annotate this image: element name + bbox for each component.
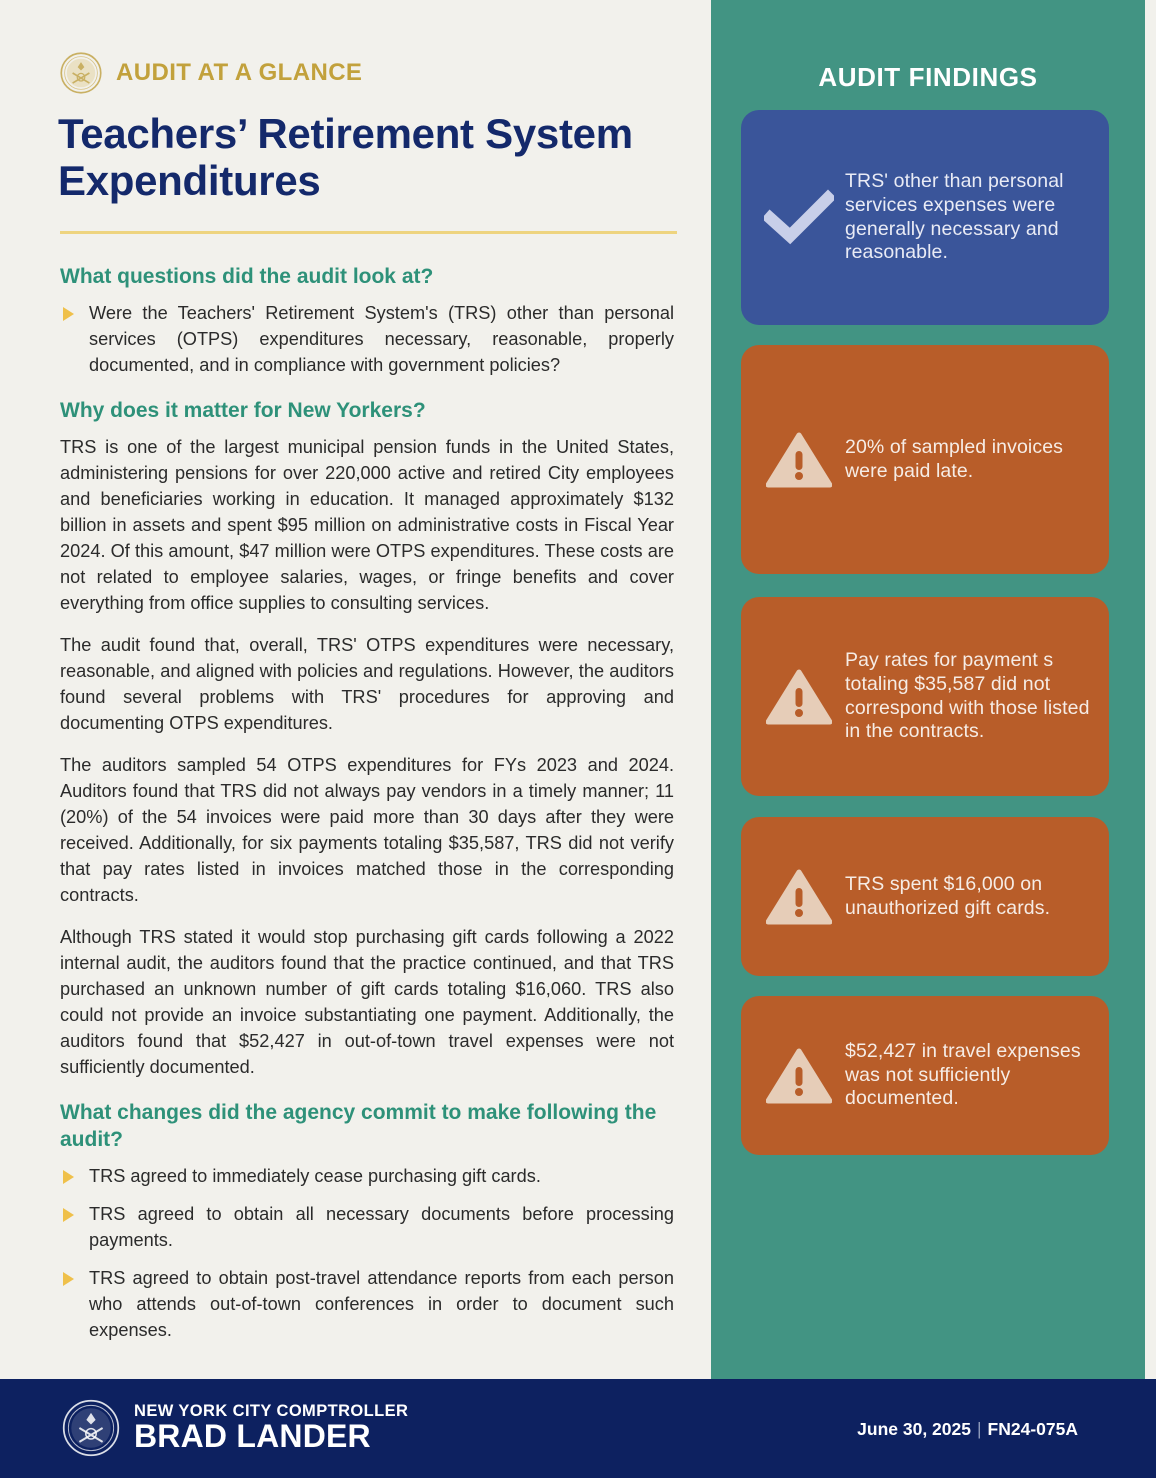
triangle-bullet-icon <box>63 1272 74 1286</box>
list-item <box>60 300 674 378</box>
paragraph: TRS is one of the largest municipal pension funds in the United States, administering pensions for over 220,000 active and retired City employees and beneficiaries working in education. It managed approximately $132 billion in assets and spent $95 million on administrative costs in Fiscal Year 2024. Of this amount, $47 million were OTPS expenditures. These costs are not related to employee salaries, wages, or fringe benefits and cover everything from office supplies to consulting services. <box>60 436 674 613</box>
list-item <box>60 1201 674 1253</box>
nyc-seal-icon <box>62 1399 120 1457</box>
list-item-text: Were the Teachers' Retirement System's (TRS) other than personal services (OTPS) expenditures necessary, reasonable, properly documented, and in compliance with government policies? <box>89 302 674 375</box>
finding-card-warning <box>741 996 1109 1155</box>
section-heading-agency-changes: What changes did the agency commit to make following the audit? <box>60 1101 657 1152</box>
finding-card-text: 20% of sampled invoices were paid late. <box>845 435 1063 482</box>
body-column <box>60 264 674 1357</box>
paragraph: The audit found that, overall, TRS' OTPS expenditures were necessary, reasonable, and aligned with policies and regulations. However, the auditors found several problems with TRS' procedures for approving and documenting OTPS expenditures. <box>60 634 674 733</box>
finding-card-positive <box>741 110 1109 325</box>
footer-metadata <box>857 1419 1078 1440</box>
nyc-seal-icon <box>60 52 102 94</box>
finding-card-warning <box>741 817 1109 976</box>
list-item-text: TRS agreed to obtain all necessary documents before processing payments. <box>89 1203 674 1250</box>
card-icon-slot <box>753 868 845 926</box>
comptroller-name: BRAD LANDER <box>134 1418 371 1455</box>
triangle-bullet-icon <box>63 307 74 321</box>
page-footer <box>0 1379 1156 1478</box>
warning-triangle-icon <box>766 668 832 726</box>
publication-date: June 30, 2025 <box>857 1419 971 1439</box>
card-icon-slot <box>753 1047 845 1105</box>
gold-divider <box>60 231 677 234</box>
eyebrow-row <box>60 52 362 94</box>
finding-card-text: Pay rates for payment s totaling $35,587 did not correspond with those listed in the contracts. <box>845 649 1090 743</box>
finding-card-text: TRS spent $16,000 on unauthorized gift cards. <box>845 872 1051 919</box>
comptroller-wordmark <box>134 1402 408 1454</box>
triangle-bullet-icon <box>63 1170 74 1184</box>
card-icon-slot <box>753 188 845 248</box>
page-right-margin <box>1145 0 1156 1379</box>
report-number: FN24-075A <box>987 1419 1078 1439</box>
section-heading-questions: What questions did the audit look at? <box>60 265 434 288</box>
comptroller-logo <box>62 1399 408 1457</box>
list-item <box>60 1163 674 1189</box>
finding-card-warning <box>741 345 1109 574</box>
warning-triangle-icon <box>766 868 832 926</box>
triangle-bullet-icon <box>63 1208 74 1222</box>
questions-bullet-list <box>60 300 674 378</box>
section-heading-why-matters: Why does it matter for New Yorkers? <box>60 398 426 422</box>
list-item-text: TRS agreed to immediately cease purchasing gift cards. <box>89 1165 541 1186</box>
meta-separator: | <box>976 1419 982 1439</box>
finding-card-text: $52,427 in travel expenses was not sufficiently documented. <box>845 1040 1081 1110</box>
checkmark-icon <box>764 188 834 248</box>
eyebrow-label: AUDIT AT A GLANCE <box>116 59 363 86</box>
office-label: NEW YORK CITY COMPTROLLER <box>134 1402 409 1421</box>
commitments-bullet-list <box>60 1163 674 1343</box>
page-title: Teachers’ Retirement System Expenditures <box>58 110 633 205</box>
paragraph: The auditors sampled 54 OTPS expenditures for FYs 2023 and 2024. Auditors found that TRS did not always pay vendors in a timely manner; 11 (20%) of the 54 invoices were paid more than 30 days after they were received. Additionally, for six payments totaling $35,587, TRS did not verify that pay rates listed in invoices matched those in the corresponding contracts. <box>60 754 674 906</box>
card-icon-slot <box>753 668 845 726</box>
list-item <box>60 1265 674 1343</box>
card-icon-slot <box>753 431 845 489</box>
warning-triangle-icon <box>766 1047 832 1105</box>
warning-triangle-icon <box>766 431 832 489</box>
finding-card-warning <box>741 597 1109 796</box>
paragraph: Although TRS stated it would stop purchasing gift cards following a 2022 internal audit, the auditors found that the practice continued, and that TRS purchased an unknown number of gift cards totaling $16,060. TRS also could not provide an invoice substantiating one payment. Additionally, the auditors found that $52,427 in out-of-town travel expenses were not sufficiently documented. <box>60 927 674 1078</box>
finding-card-text: TRS' other than personal services expenses were generally necessary and reasonable. <box>845 170 1064 264</box>
list-item-text: TRS agreed to obtain post-travel attendance reports from each person who attends out-of-town conferences in order to document such expenses. <box>89 1267 674 1340</box>
audit-findings-panel <box>711 0 1145 1379</box>
findings-panel-title: AUDIT FINDINGS <box>818 62 1038 92</box>
